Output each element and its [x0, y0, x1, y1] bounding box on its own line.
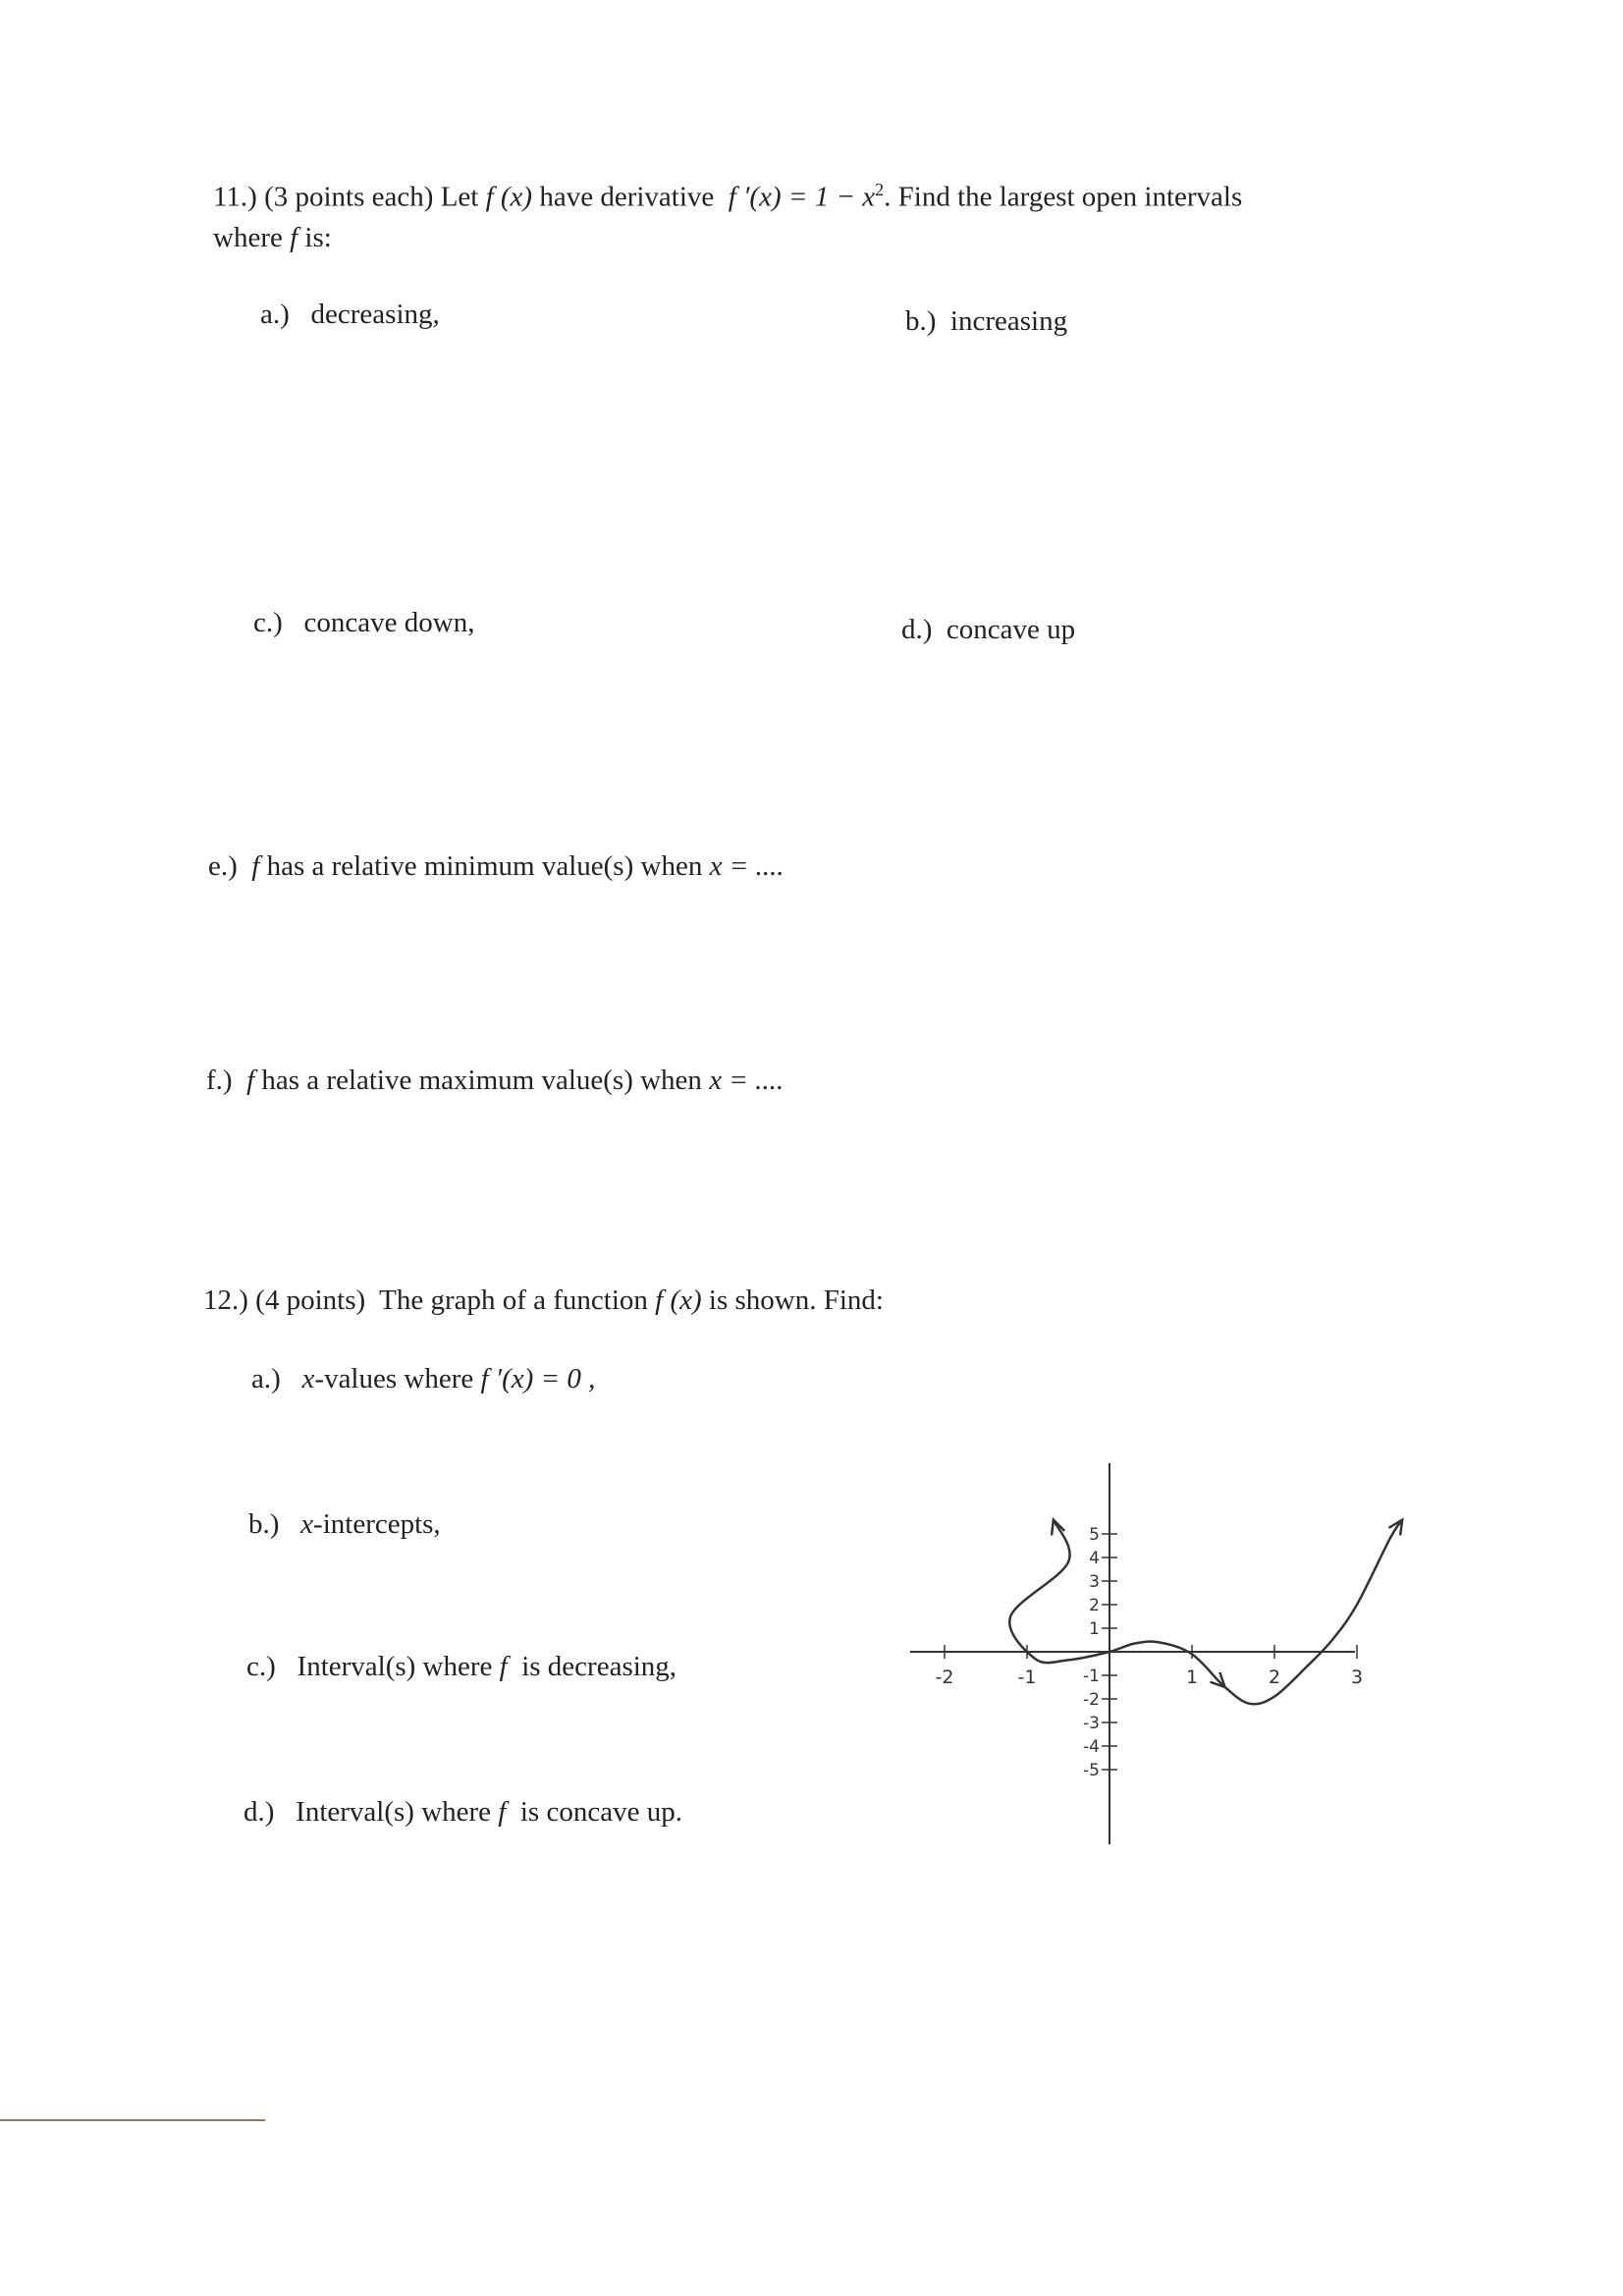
q11c-text: concave down,	[303, 607, 475, 638]
q12d-text-1: Interval(s) where	[296, 1796, 492, 1828]
q12c-text-1: Interval(s) where	[297, 1651, 493, 1682]
q11-fprime: f ′(x) = 1 − x	[728, 181, 876, 213]
q11d-label: d.)	[901, 614, 933, 645]
x-tick-label: 1	[1185, 1667, 1199, 1688]
function-graph	[898, 1444, 1429, 1856]
q12-stem-graph: The graph of a function	[379, 1285, 648, 1316]
q11a-label: a.)	[260, 299, 290, 330]
q11e-f: f	[251, 850, 260, 882]
q11c-label: c.)	[253, 607, 283, 638]
q11-stem-let: Let	[440, 181, 479, 213]
q12c-text-2: is decreasing,	[521, 1651, 677, 1682]
q11-stem-line2	[213, 221, 332, 255]
graph-curve-group	[1009, 1520, 1402, 1705]
q11f-x-eq: x = ....	[709, 1065, 784, 1096]
y-tick-label: 3	[1089, 1572, 1100, 1592]
y-tick-label: 4	[1089, 1549, 1100, 1568]
q11b-label: b.)	[905, 305, 937, 337]
q12d-label: d.)	[243, 1796, 275, 1828]
q12-fx: f (x)	[655, 1285, 702, 1316]
q11f-label: f.)	[206, 1065, 233, 1096]
q12b-text: -intercepts,	[313, 1508, 441, 1540]
q11e	[208, 849, 784, 884]
x-tick-label: 3	[1350, 1667, 1364, 1688]
y-tick-label: -3	[1083, 1714, 1100, 1733]
q12c	[246, 1650, 676, 1684]
q11-number: 11.)	[213, 181, 257, 213]
y-tick-label: -1	[1083, 1667, 1100, 1686]
y-tick-label: 1	[1089, 1619, 1100, 1639]
q11e-label: e.)	[208, 850, 238, 882]
q11a-text: decreasing,	[310, 299, 440, 330]
q12-points: (4 points)	[255, 1285, 366, 1316]
q12a-expr: f ′(x) = 0 ,	[480, 1363, 596, 1394]
q11c	[253, 606, 474, 640]
q12b-x: x	[300, 1508, 314, 1540]
q12d	[243, 1795, 682, 1830]
q12b	[248, 1507, 441, 1542]
q11b	[905, 304, 1067, 339]
graph-axes	[910, 1463, 1355, 1844]
q11-points: (3 points each)	[264, 181, 434, 213]
q12a-x: x	[301, 1363, 315, 1394]
q12-stem-find: is shown. Find:	[708, 1285, 884, 1316]
page-bottom-rule	[0, 2119, 265, 2121]
q11-stem-is: is:	[304, 222, 332, 253]
q11d-text: concave up	[946, 614, 1076, 645]
function-curve	[1009, 1520, 1402, 1705]
q12c-label: c.)	[246, 1651, 276, 1682]
y-tick-label: 2	[1089, 1596, 1100, 1615]
q11b-text: increasing	[949, 305, 1068, 337]
y-tick-label: 5	[1089, 1525, 1100, 1545]
q11f-f: f	[246, 1065, 255, 1096]
y-tick-label: -5	[1083, 1761, 1100, 1780]
q11f	[206, 1064, 784, 1098]
q12a-label: a.)	[251, 1363, 281, 1394]
q12-number: 12.)	[203, 1285, 248, 1316]
q12d-f: f	[498, 1796, 507, 1828]
y-tick-label: -2	[1083, 1690, 1100, 1710]
q11e-x-eq: x = ....	[709, 850, 784, 882]
q11-stem-where: where	[213, 222, 283, 253]
q11-fx: f (x)	[485, 181, 533, 213]
q11-stem-line1	[213, 180, 1242, 214]
q12b-label: b.)	[248, 1508, 280, 1540]
q12a	[251, 1362, 595, 1396]
q11a	[260, 298, 440, 332]
q11e-text: has a relative minimum value(s) when	[266, 850, 703, 882]
q12a-text: -values where	[314, 1363, 474, 1394]
q11-stem-derivative: have derivative	[539, 181, 715, 213]
q11-stem-find: . Find the largest open intervals	[884, 181, 1243, 213]
q12c-f: f	[499, 1651, 508, 1682]
x-tick-label: -1	[1017, 1667, 1037, 1688]
q11d	[901, 613, 1075, 647]
q12-stem	[203, 1284, 884, 1318]
y-tick-label: -4	[1083, 1737, 1100, 1757]
x-tick-label: 2	[1268, 1667, 1281, 1688]
x-tick-label: -2	[935, 1667, 954, 1688]
q12d-text-2: is concave up.	[519, 1796, 682, 1828]
q11f-text: has a relative maximum value(s) when	[261, 1065, 702, 1096]
q11-fprime-exponent: 2	[875, 180, 885, 199]
q11-f: f	[290, 222, 298, 253]
